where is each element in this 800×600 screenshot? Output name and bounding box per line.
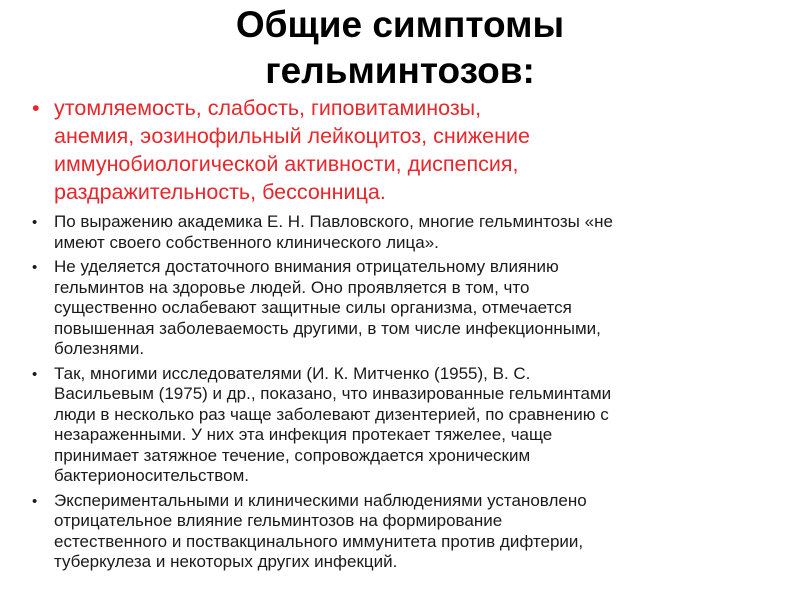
list-item-text: Так, многими исследователями (И. К. Митченко (1955), В. С. Васильевым (1975) и др., показано, что инвазированные гельминтами люди в несколько раз чаще заболевают дизентерией, по сравнению с незараженными. У них эта инфекция протекает тяжелее, чаще принимает затяжное течение, сопровождается хроническим бактерионосительством.	[54, 363, 612, 485]
symptom-list	[32, 94, 784, 577]
bullet-icon: •	[32, 492, 38, 510]
list-item-influence	[32, 257, 784, 360]
bullet-icon: •	[32, 259, 38, 276]
bullet-icon: •	[32, 96, 40, 120]
bullet-icon: •	[32, 214, 38, 231]
list-item-text: утомляемость, слабость, гиповитаминозы, анемия, эозинофильный лейкоцитоз, снижение иммунобиологической активности, диспепсия, раздражительность, бессонница.	[54, 96, 530, 204]
list-item-text: Экспериментальными и клиническими наблюдениями установлено отрицательное влияние гельминтозов на формирование естественного и поствакцинального иммунитета против дифтерии, туберкулеза и некоторых других инфекций.	[54, 490, 587, 571]
bullet-icon: •	[32, 365, 38, 383]
list-item-text: Не уделяется достаточного внимания отрицательному влиянию гельминтов на здоровье людей. Оно проявляется в том, что существенно ослабевают защитные силы организма, отмечается повышенная заболеваемость другими, в том числе инфекционными, болезнями.	[54, 257, 601, 358]
list-item-symptoms	[32, 94, 784, 206]
list-item-research	[32, 364, 784, 487]
list-item-text: По выражению академика Е. Н. Павловского, многие гельминтозы «не имеют своего собственного клинического лица».	[54, 212, 613, 252]
slide-title: Общие симптомы гельминтозов:	[235, 4, 565, 91]
list-item-immunity	[32, 491, 784, 573]
list-item-pavlovsky	[32, 212, 784, 253]
